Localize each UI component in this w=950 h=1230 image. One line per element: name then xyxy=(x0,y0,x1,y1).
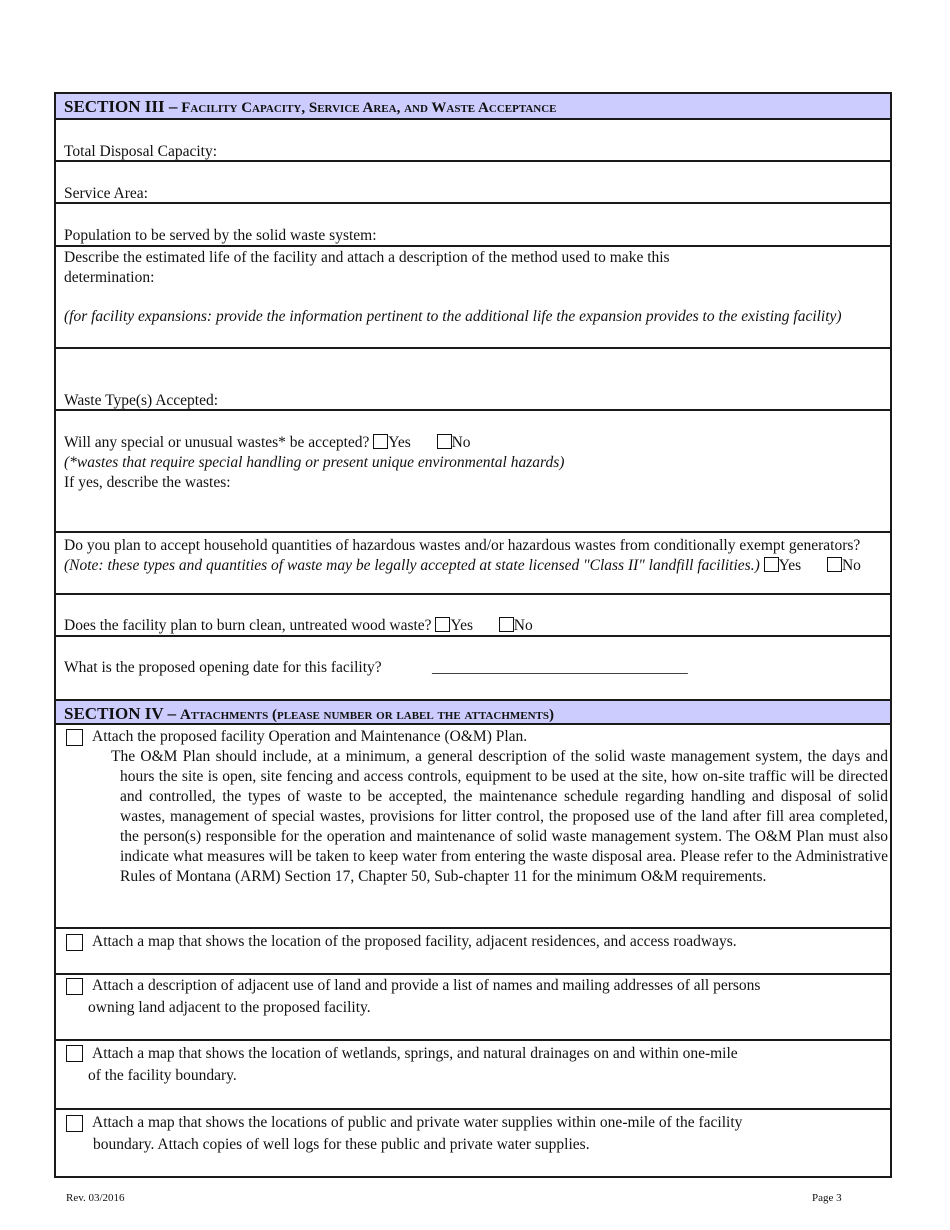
special-wastes-no-label: No xyxy=(451,434,471,451)
special-wastes-no-checkbox[interactable] xyxy=(437,434,452,449)
permit-form xyxy=(54,92,892,1178)
adjacent-land-checkbox[interactable] xyxy=(66,978,83,995)
wetlands-line1: Attach a map that shows the location of wetlands, springs, and natural drainages on and within one-mile xyxy=(92,1045,738,1062)
estimated-life-note: (for facility expansions: provide the information pertinent to the additional life the expansion provides to the existing facility) xyxy=(64,308,842,325)
wood-waste-row xyxy=(56,593,890,637)
total-capacity-row[interactable] xyxy=(56,118,890,162)
service-area-row[interactable] xyxy=(56,160,890,204)
section-3-prefix: SECTION III – xyxy=(64,97,178,116)
adjacent-land-line1: Attach a description of adjacent use of land and provide a list of names and mailing addresses of all persons xyxy=(92,977,761,994)
hazardous-no-label: No xyxy=(841,557,861,574)
opening-date-question: What is the proposed opening date for this facility? xyxy=(64,659,382,676)
estimated-life-row[interactable] xyxy=(56,245,890,349)
wetlands-line2: of the facility boundary. xyxy=(88,1067,237,1084)
wood-waste-yes-checkbox[interactable] xyxy=(435,617,450,632)
special-wastes-yes-checkbox[interactable] xyxy=(373,434,388,449)
om-plan-checkbox[interactable] xyxy=(66,729,83,746)
wood-waste-question: Does the facility plan to burn clean, untreated wood waste? xyxy=(64,617,432,634)
section-3-header xyxy=(56,94,890,120)
total-capacity-label: Total Disposal Capacity: xyxy=(64,143,218,160)
hazardous-question: Do you plan to accept household quantities of hazardous wastes and/or hazardous wastes from conditionally exempt generators? xyxy=(64,537,861,554)
waste-types-label: Waste Type(s) Accepted: xyxy=(64,392,219,409)
hazardous-row xyxy=(56,531,890,595)
wood-waste-no-checkbox[interactable] xyxy=(499,617,514,632)
special-wastes-yes-label: Yes xyxy=(388,434,411,451)
hazardous-yes-checkbox[interactable] xyxy=(764,557,779,572)
map-location-text: Attach a map that shows the location of the proposed facility, adjacent residences, and access roadways. xyxy=(92,933,737,950)
special-wastes-describe: If yes, describe the wastes: xyxy=(64,474,231,491)
hazardous-no-checkbox[interactable] xyxy=(827,557,842,572)
water-supplies-line1: Attach a map that shows the locations of public and private water supplies within one-mile of the facility xyxy=(92,1114,743,1131)
section-4-header xyxy=(56,699,890,725)
adjacent-land-line2: owning land adjacent to the proposed facility. xyxy=(88,999,371,1016)
wetlands-row xyxy=(56,1039,890,1110)
water-supplies-row xyxy=(56,1108,890,1178)
page-number: Page 3 xyxy=(812,1192,842,1204)
section-3-title: Facility Capacity, Service Area, and Waste Acceptance xyxy=(181,100,557,116)
special-wastes-question: Will any special or unusual wastes* be accepted? xyxy=(64,434,370,451)
om-plan-title: Attach the proposed facility Operation and Maintenance (O&M) Plan. xyxy=(92,728,528,745)
map-location-row xyxy=(56,927,890,975)
wood-waste-no-label: No xyxy=(513,617,533,634)
service-area-label: Service Area: xyxy=(64,185,148,202)
section-4-prefix: SECTION IV – xyxy=(64,704,177,723)
om-plan-description: The O&M Plan should include, at a minimum, a general description of the solid waste management system, the days and hours the site is open, site fencing and access controls, equipment to be used at the site, how on-site traffic will be directed and controlled, the types of waste to be accepted, the maintenance schedule regarding handling and disposal of solid wastes, management of special wastes, provisions for litter control, the proposed use of the land after fill area completed, the person(s) responsible for the operation and maintenance of solid waste management system. The O&M Plan must also indicate what measures will be taken to keep water from entering the waste disposal area. Please refer to the Administrative Rules of Montana (ARM) Section 17, Chapter 50, Sub-chapter 11 for the minimum O&M requirements. xyxy=(111,748,888,885)
hazardous-yes-label: Yes xyxy=(778,557,802,574)
revision-date: Rev. 03/2016 xyxy=(66,1192,125,1204)
opening-date-row xyxy=(56,635,890,701)
water-supplies-checkbox[interactable] xyxy=(66,1115,83,1132)
om-plan-row xyxy=(56,723,890,929)
special-wastes-row xyxy=(56,409,890,533)
hazardous-text xyxy=(64,536,879,576)
special-wastes-question-line xyxy=(64,433,471,453)
population-label: Population to be served by the solid waste system: xyxy=(64,227,377,244)
section-4-title: Attachments (please number or label the attachments) xyxy=(180,707,554,723)
waste-types-row[interactable] xyxy=(56,347,890,411)
map-location-checkbox[interactable] xyxy=(66,934,83,951)
hazardous-note: (Note: these types and quantities of waste may be legally accepted at state licensed "Class II" landfill facilities.) xyxy=(64,557,760,574)
opening-date-field[interactable]: _________________________________ xyxy=(432,659,688,676)
population-row[interactable] xyxy=(56,202,890,246)
water-supplies-line2: boundary. Attach copies of well logs for these public and private water supplies. xyxy=(93,1136,590,1153)
estimated-life-line2: determination: xyxy=(64,269,155,286)
adjacent-land-row xyxy=(56,973,890,1041)
wood-waste-yes-label: Yes xyxy=(450,617,474,634)
special-wastes-note: (*wastes that require special handling or present unique environmental hazards) xyxy=(64,454,565,471)
estimated-life-line1: Describe the estimated life of the facility and attach a description of the method used to make this xyxy=(64,249,670,266)
wetlands-checkbox[interactable] xyxy=(66,1045,83,1062)
wood-waste-line xyxy=(64,616,533,636)
